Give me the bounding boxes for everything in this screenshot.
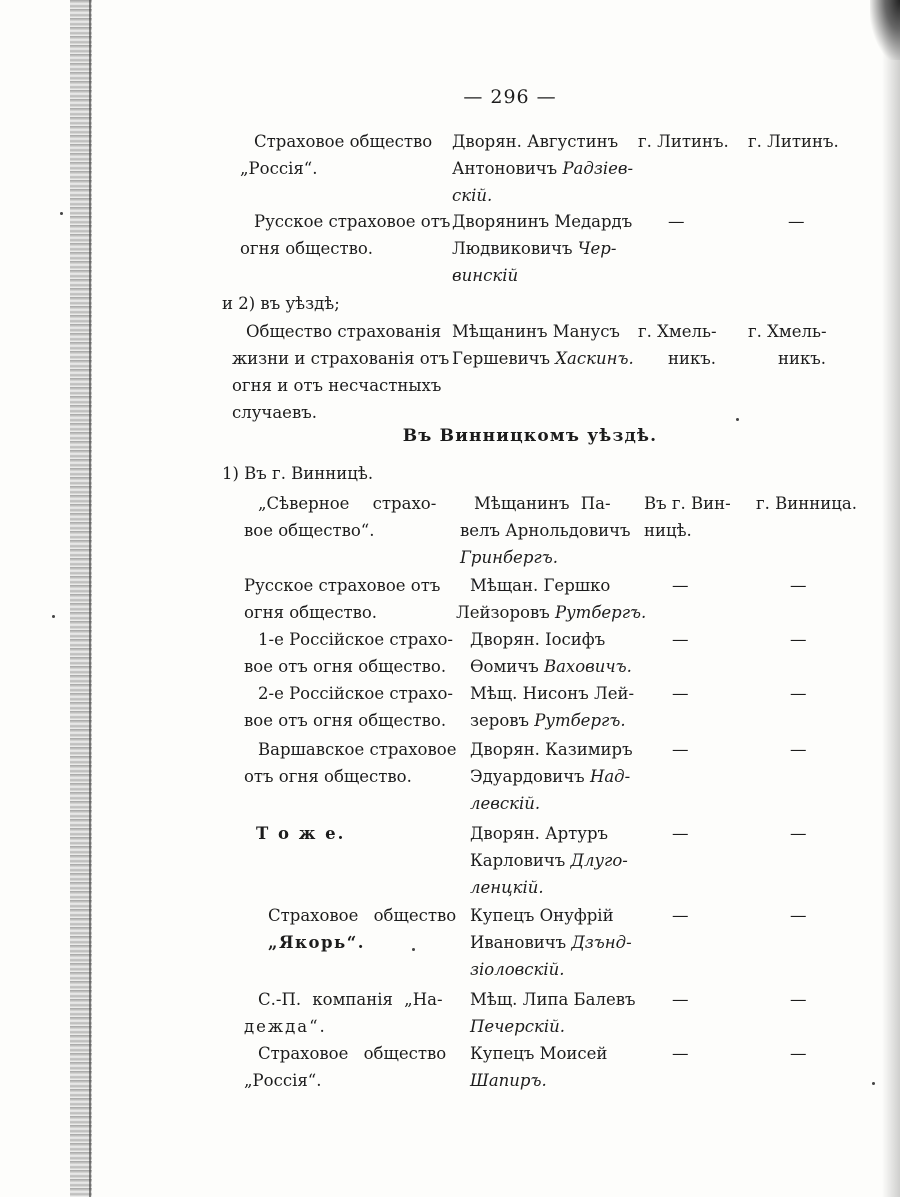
office-town-same: — xyxy=(668,212,685,231)
section-heading: Въ Винницкомъ уѣздѣ. xyxy=(402,426,658,446)
office-town-same: — xyxy=(672,630,689,649)
company-name: Т о ж е. xyxy=(256,824,346,843)
office-town: г. Литинъ. xyxy=(638,132,729,151)
office-town: г. Хмель- никъ. xyxy=(638,322,717,368)
company-name: Русское страховое отъ огня общество. xyxy=(244,576,441,622)
agent-name: Купецъ Онуфрій Ивановичъ Дзънд- зіоловскій. xyxy=(470,906,632,979)
residence-same: — xyxy=(790,576,807,595)
company-name: Страховое общество „Россія“. xyxy=(240,132,433,178)
agent-name: Дворянинъ Медардъ Людвиковичъ Чер- винскій xyxy=(452,212,633,285)
residence-same: — xyxy=(790,906,807,925)
office-town-same: — xyxy=(672,824,689,843)
residence: г. Литинъ. xyxy=(748,132,839,151)
residence: г. Винница. xyxy=(756,494,857,513)
office-town-same: — xyxy=(672,684,689,703)
agent-name: Мѣщанинъ Манусъ Гершевичъ Хаскинъ. xyxy=(452,322,634,368)
company-name: 1-е Россійское страхо- вое отъ огня общество. xyxy=(244,630,453,676)
scan-speck xyxy=(412,948,415,951)
office-town: Въ г. Вин- ницѣ. xyxy=(644,494,731,540)
agent-name: Мѣщ. Нисонъ Лей- зеровъ Рутбергъ. xyxy=(470,684,635,730)
company-name: „Сѣверное страхо- вое общество“. xyxy=(244,494,437,540)
agent-name: Дворян. Августинъ Антоновичъ Радзіев- скій. xyxy=(452,132,634,205)
scan-corner-smudge xyxy=(870,0,900,60)
scan-binding-line xyxy=(89,0,91,1197)
residence-same: — xyxy=(790,684,807,703)
page-number: — 296 — xyxy=(463,86,557,108)
subheading-uezd: и 2) въ уѣздѣ; xyxy=(222,294,340,313)
office-town-same: — xyxy=(672,990,689,1009)
residence: г. Хмель- никъ. xyxy=(748,322,827,368)
company-name: 2-е Россійское страхо- вое отъ огня общество. xyxy=(244,684,453,730)
residence-same: — xyxy=(790,630,807,649)
company-name: С.-П. компанія „На- дежда“. xyxy=(244,990,443,1036)
agent-name: Дворян. Казимиръ Эдуардовичъ Над- левскій. xyxy=(470,740,633,813)
agent-name: Мѣщанинъ Па- велъ Арнольдовичъ Гринбергъ. xyxy=(460,494,631,567)
residence-same: — xyxy=(788,212,805,231)
residence-same: — xyxy=(790,1044,807,1063)
office-town-same: — xyxy=(672,740,689,759)
residence-same: — xyxy=(790,824,807,843)
residence-same: — xyxy=(790,990,807,1009)
company-name: Страховое общество „Россія“. xyxy=(244,1044,447,1090)
residence-same: — xyxy=(790,740,807,759)
company-name: Страховое общество „Якорь“. xyxy=(268,906,457,952)
scan-speck xyxy=(872,1082,875,1085)
agent-name: Купецъ Моисей Шапиръ. xyxy=(470,1044,608,1090)
company-name: Русское страховое отъ огня общество. xyxy=(240,212,451,258)
agent-name: Мѣщан. Гершко Лейзоровъ Рутбергъ. xyxy=(456,576,647,622)
agent-name: Мѣщ. Липа Балевъ Печерскій. xyxy=(470,990,636,1036)
office-town-same: — xyxy=(672,906,689,925)
agent-name: Дворян. Іосифъ Ѳомичъ Ваховичъ. xyxy=(470,630,632,676)
scan-speck xyxy=(60,212,63,215)
scan-speck xyxy=(52,615,55,618)
company-name: Общество страхованія жизни и страхованія отъ огня и отъ несчастныхъ случаевъ. xyxy=(232,322,450,422)
office-town-same: — xyxy=(672,1044,689,1063)
subheading-city: 1) Въ г. Винницѣ. xyxy=(222,464,374,483)
company-name: Варшавское страховое отъ огня общество. xyxy=(244,740,457,786)
office-town-same: — xyxy=(672,576,689,595)
scan-speck xyxy=(736,418,739,421)
agent-name: Дворян. Артуръ Карловичъ Длуго- ленцкій. xyxy=(470,824,628,897)
